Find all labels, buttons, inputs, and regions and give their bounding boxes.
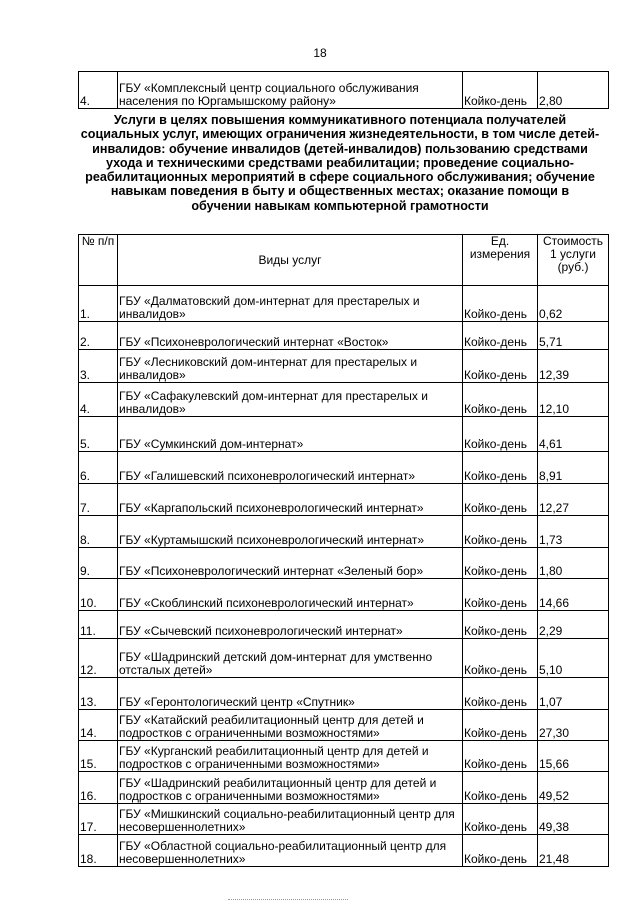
header-unit: Ед. измерения: [463, 235, 538, 286]
table-row: [79, 678, 609, 710]
service-price: 21,48: [538, 835, 609, 867]
row-number: 4.: [79, 72, 118, 109]
unit-of-measure: Койко-день: [463, 322, 538, 350]
unit-of-measure: Койко-день: [463, 516, 538, 548]
service-name: ГБУ «Психоневрологический интернат «Зеленый бор»: [118, 548, 463, 579]
unit-of-measure: Койко-день: [463, 710, 538, 741]
header-price: Стоимость 1 услуги (руб.): [538, 235, 609, 286]
service-name: ГБУ «Куртамышский психоневрологический интернат»: [118, 516, 463, 548]
row-number: 5.: [79, 417, 118, 452]
row-number: 12.: [79, 639, 118, 678]
service-name: ГБУ «Далматовский дом-интернат для престарелых и инвалидов»: [118, 286, 463, 322]
row-number: 18.: [79, 835, 118, 867]
service-name: ГБУ «Скоблинский психоневрологический интернат»: [118, 579, 463, 611]
row-number: 9.: [79, 548, 118, 579]
service-price: 49,38: [538, 804, 609, 835]
service-name: ГБУ «Шадринский реабилитационный центр для детей и подростков с ограниченными возможностями»: [118, 772, 463, 804]
table-row: [79, 350, 609, 383]
row-number: 14.: [79, 710, 118, 741]
unit-of-measure: Койко-день: [463, 484, 538, 516]
row-number: 3.: [79, 350, 118, 383]
row-number: 10.: [79, 579, 118, 611]
service-name: ГБУ «Мишкинский социально-реабилитационный центр для несовершеннолетних»: [118, 804, 463, 835]
service-name: ГБУ «Сафакулевский дом-интернат для престарелых и инвалидов»: [118, 383, 463, 417]
row-number: 4.: [79, 383, 118, 417]
table-row: [79, 611, 609, 639]
top-table: [78, 71, 609, 109]
table-row: [79, 72, 609, 109]
row-number: 2.: [79, 322, 118, 350]
table-row: [79, 741, 609, 772]
table-row: [79, 804, 609, 835]
service-price: 8,91: [538, 452, 609, 484]
unit-of-measure: Койко-день: [463, 417, 538, 452]
row-number: 1.: [79, 286, 118, 322]
service-name: ГБУ «Катайский реабилитационный центр для детей и подростков с ограниченными возможностями»: [118, 710, 463, 741]
table-row: [79, 548, 609, 579]
unit-of-measure: Койко-день: [463, 72, 538, 109]
service-price: 49,52: [538, 772, 609, 804]
service-price: 1,07: [538, 678, 609, 710]
row-number: 17.: [79, 804, 118, 835]
service-price: 1,80: [538, 548, 609, 579]
row-number: 13.: [79, 678, 118, 710]
unit-of-measure: Койко-день: [463, 639, 538, 678]
table-row: [79, 322, 609, 350]
service-price: 27,30: [538, 710, 609, 741]
service-price: 15,66: [538, 741, 609, 772]
unit-of-measure: Койко-день: [463, 741, 538, 772]
table-row: [79, 639, 609, 678]
service-price: 14,66: [538, 579, 609, 611]
page-number: 18: [313, 46, 327, 60]
table-row: [79, 835, 609, 867]
service-name: ГБУ «Каргапольский психоневрологический интернат»: [118, 484, 463, 516]
table-body: [79, 286, 609, 867]
service-name: ГБУ «Курганский реабилитационный центр для детей и подростков с ограниченными возможностями»: [118, 741, 463, 772]
service-price: 1,73: [538, 516, 609, 548]
row-number: 6.: [79, 452, 118, 484]
service-price: 12,10: [538, 383, 609, 417]
header-num: № п/п: [79, 235, 118, 286]
service-name: ГБУ «Лесниковский дом-интернат для престарелых и инвалидов»: [118, 350, 463, 383]
table-row: [79, 286, 609, 322]
table-row: [79, 452, 609, 484]
service-price: 2,29: [538, 611, 609, 639]
table-row: [79, 772, 609, 804]
unit-of-measure: Койко-день: [463, 548, 538, 579]
service-name: ГБУ «Сумкинский дом-интернат»: [118, 417, 463, 452]
table-row: [79, 417, 609, 452]
row-number: 15.: [79, 741, 118, 772]
row-number: 7.: [79, 484, 118, 516]
section-heading: Услуги в целях повышения коммуникативного потенциала получателей социальных услуг, имеющих ограничения жизнедеятельности, в том числе детей-инвалидов: обучение инвалидов (детей-инвалидов) пользованию средствами ухода и техническими средствами реабилитации; проведение социально-реабилитационных мероприятий в сфере социального обслуживания; обучение навыкам поведения в быту и общественных местах; оказание помощи в обучении навыкам компьютерной грамотности: [80, 113, 600, 213]
service-name: ГБУ «Шадринский детский дом-интернат для умственно отсталых детей»: [118, 639, 463, 678]
table-row: [79, 579, 609, 611]
row-number: 16.: [79, 772, 118, 804]
unit-of-measure: Койко-день: [463, 452, 538, 484]
service-price: 12,39: [538, 350, 609, 383]
service-price: 0,62: [538, 286, 609, 322]
service-name: ГБУ «Сычевский психоневрологический интернат»: [118, 611, 463, 639]
service-name: ГБУ «Психоневрологический интернат «Восток»: [118, 322, 463, 350]
service-name: ГБУ «Галишевский психоневрологический интернат»: [118, 452, 463, 484]
unit-of-measure: Койко-день: [463, 579, 538, 611]
footer-mark: [228, 899, 348, 903]
services-table: [78, 234, 609, 867]
service-price: 5,71: [538, 322, 609, 350]
service-price: 4,61: [538, 417, 609, 452]
unit-of-measure: Койко-день: [463, 772, 538, 804]
unit-of-measure: Койко-день: [463, 350, 538, 383]
service-name: ГБУ «Геронтологический центр «Спутник»: [118, 678, 463, 710]
row-number: 11.: [79, 611, 118, 639]
unit-of-measure: Койко-день: [463, 611, 538, 639]
service-price: 5,10: [538, 639, 609, 678]
table-row: [79, 710, 609, 741]
table-header-row: [79, 235, 609, 286]
table-row: [79, 484, 609, 516]
service-price: 2,80: [538, 72, 609, 109]
row-number: 8.: [79, 516, 118, 548]
service-price: 12,27: [538, 484, 609, 516]
table-row: [79, 383, 609, 417]
service-name: ГБУ «Областной социально-реабилитационный центр для несовершеннолетних»: [118, 835, 463, 867]
unit-of-measure: Койко-день: [463, 835, 538, 867]
service-name: ГБУ «Комплексный центр социального обслуживания населения по Юргамышскому району»: [118, 72, 463, 109]
unit-of-measure: Койко-день: [463, 383, 538, 417]
header-name: Виды услуг: [118, 235, 463, 286]
unit-of-measure: Койко-день: [463, 804, 538, 835]
table-row: [79, 516, 609, 548]
unit-of-measure: Койко-день: [463, 286, 538, 322]
unit-of-measure: Койко-день: [463, 678, 538, 710]
